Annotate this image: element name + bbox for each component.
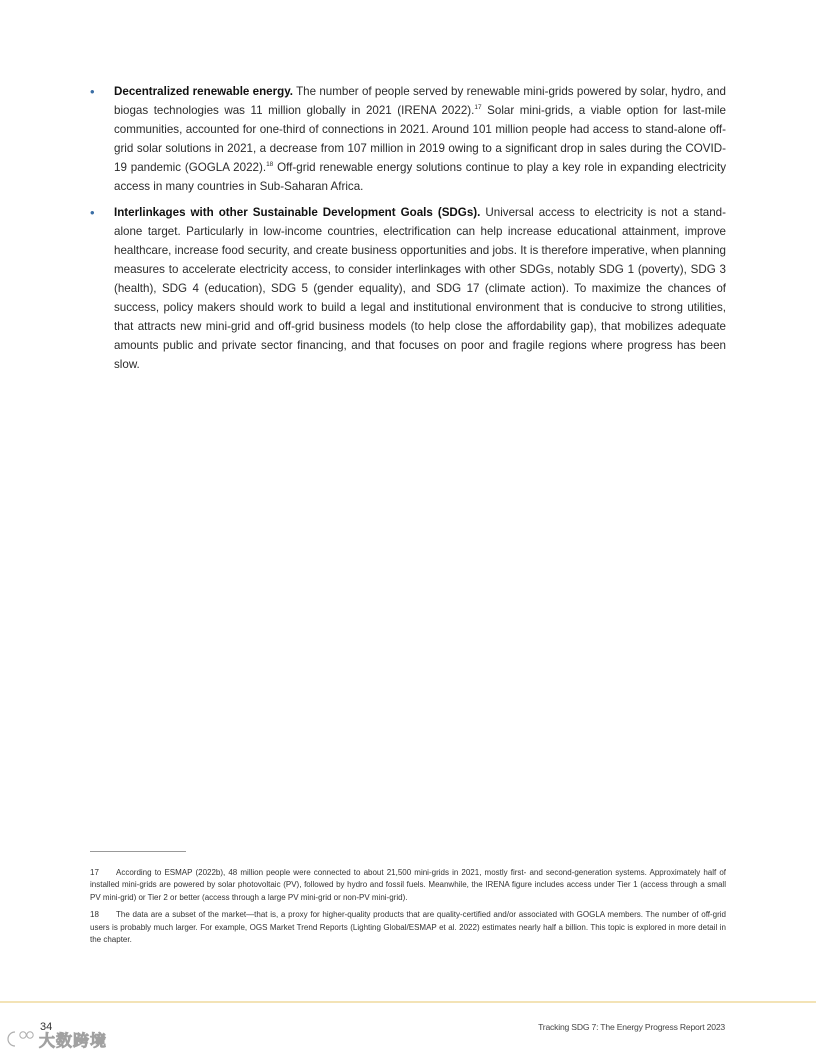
page-number: 34 (40, 1021, 53, 1033)
watermark-logo-icon (6, 1028, 36, 1050)
footnote-ref-17[interactable]: 17 (474, 103, 482, 111)
footnote-18 (90, 909, 726, 946)
bullet-list (90, 83, 726, 383)
bullet-text: The number of people served by renewable mini-grids powered by solar, hydro, and biogas technologies was 11 million globally in 2021 (IRENA 2022). (114, 85, 726, 117)
bullet-text: Off-grid renewable energy solutions continue to play a key role in expanding electricity access in many countries in Sub-Saharan Africa. (114, 160, 726, 193)
running-title: Tracking SDG 7: The Energy Progress Report 2023 (538, 1022, 725, 1032)
watermark-text: 大数跨境 (39, 1032, 108, 1050)
footnote-ref-18[interactable]: 18 (266, 160, 274, 168)
footnote-divider (90, 851, 186, 852)
footer-divider (0, 1001, 816, 1003)
bullet-title: Interlinkages with other Sustainable Development Goals (SDGs). (114, 206, 481, 220)
bullet-item-interlinkages-sdgs (90, 204, 726, 374)
bullet-icon: • (90, 84, 95, 99)
footnotes (90, 867, 726, 951)
bullet-text: Universal access to electricity is not a stand-alone target. Particularly in low-income countries, electrification can help increase educational attainment, improve healthcare, increase food security, and create business opportunities and jobs. It is therefore imperative, when planning measures to accelerate electricity access, to consider interlinkages with other SDGs, notably SDG 1 (poverty), SDG 3 (health), SDG 4 (education), SDG 5 (gender equality), and SDG 17 (climate action). To maximize the chances of success, policy makers should work to build a legal and institutional environment that is conducive to strong utilities, that attracts new mini-grid and off-grid business models (to help close the affordability gap), that mobilizes adequate amounts public and private sector financing, and that focuses on poor and fragile regions where progress has been slow. (114, 206, 726, 371)
footnote-17 (90, 867, 726, 904)
footnote-text: According to ESMAP (2022b), 48 million people were connected to about 21,500 mini-grids in 2021, mostly first- and second-generation systems. Approximately half of installed mini-grids are powered by solar photovoltaic (PV), followed by hydro and fossil fuels. Meanwhile, the IRENA figure includes access under Tier 1 (access through a small PV mini-grid) or Tier 2 or better (access through a large PV mini-grid or non-PV mini-grid). (90, 868, 726, 902)
bullet-text: Solar mini-grids, a viable option for last-mile communities, accounted for one-third of connections in 2021. Around 101 million people had access to stand-alone off-grid solar solutions in 2021, a decrease from 107 million in 2019 owing to a significant drop in sales during the COVID-19 pandemic (GOGLA 2022). (114, 103, 726, 174)
footnote-text: The data are a subset of the market—that is, a proxy for higher-quality products that are quality-certified and/or associated with GOGLA members. The number of off-grid users is probably much larger. For example, OGS Market Trend Reports (Lighting Global/ESMAP et al. 2022) estimates nearly half a billion. This topic is explored in more detail in the chapter. (90, 910, 726, 945)
footnote-number: 17 (90, 868, 99, 877)
footnote-number: 18 (90, 910, 99, 920)
watermark (6, 1026, 116, 1052)
bullet-icon: • (90, 205, 95, 221)
bullet-title: Decentralized renewable energy. (114, 85, 294, 98)
bullet-item-decentralized-renewable-energy (90, 83, 726, 196)
